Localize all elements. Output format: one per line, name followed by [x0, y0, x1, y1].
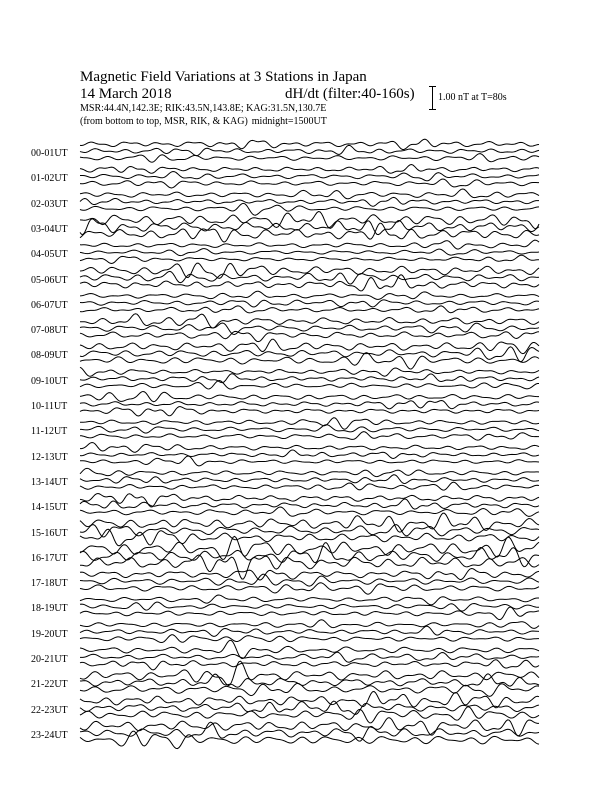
hour-label: 17-18UT [31, 578, 68, 590]
hour-label: 19-20UT [31, 628, 68, 640]
hour-label: 22-23UT [31, 704, 68, 716]
trace-08-09UT-msr [80, 353, 539, 369]
trace-11-12UT-msr [80, 432, 539, 440]
hour-label: 10-11UT [31, 401, 68, 412]
trace-07-08UT-kag [80, 314, 539, 328]
date-label: 14 March 2018 [80, 86, 172, 102]
hour-label: 20-21UT [31, 654, 68, 665]
trace-08-09UT-kag [80, 339, 539, 353]
trace-13-14UT-kag [80, 468, 539, 476]
stations-label: MSR:44.4N,142.3E; RIK:43.5N,143.8E; KAG:31.5N,130.7E [80, 103, 327, 114]
hour-label: 03-04UT [31, 223, 68, 235]
hour-label: 08-09UT [31, 350, 68, 362]
hour-label: 09-10UT [31, 375, 68, 387]
trace-03-04UT-msr [80, 223, 539, 242]
trace-09-10UT-msr [80, 381, 539, 389]
trace-08-09UT-rik [80, 347, 539, 362]
hour-label: 00-01UT [31, 148, 68, 159]
trace-05-06UT-msr [80, 275, 539, 291]
trace-17-18UT-rik [80, 574, 539, 586]
hour-label: 16-17UT [31, 552, 68, 564]
hour-label: 01-02UT [31, 173, 68, 185]
hour-label: 05-06UT [31, 274, 68, 286]
trace-03-04UT-kag [80, 212, 539, 229]
trace-00-01UT-rik [80, 145, 539, 155]
chart-title: Magnetic Field Variations at 3 Stations in Japan [80, 69, 367, 85]
trace-02-03UT-kag [80, 189, 539, 199]
trace-06-07UT-rik [80, 300, 539, 307]
trace-14-15UT-rik [80, 499, 539, 509]
measure-label: dH/dt (filter:40-160s) [285, 86, 415, 102]
trace-00-01UT-kag [80, 139, 539, 149]
hour-label: 15-16UT [31, 527, 68, 539]
trace-00-01UT-msr [80, 154, 539, 163]
trace-09-10UT-kag [80, 367, 539, 376]
trace-19-20UT-msr [80, 635, 539, 643]
hour-label: 12-13UT [31, 451, 68, 463]
trace-19-20UT-kag [80, 620, 539, 629]
trace-21-22UT-msr [80, 683, 539, 696]
trace-17-18UT-msr [80, 583, 539, 594]
trace-04-05UT-msr [80, 255, 539, 263]
hour-label: 02-03UT [31, 198, 68, 210]
hour-label: 04-05UT [31, 249, 68, 261]
hour-label: 13-14UT [31, 476, 68, 488]
notes-line [80, 116, 327, 127]
trace-19-20UT-rik [80, 626, 539, 636]
trace-20-21UT-rik [80, 652, 539, 662]
hour-label: 23-24UT [31, 729, 68, 741]
hour-label: 18-19UT [31, 603, 68, 615]
trace-09-10UT-rik [80, 374, 539, 383]
hour-label: 07-08UT [31, 325, 68, 337]
trace-07-08UT-msr [80, 331, 539, 341]
trace-14-15UT-msr [80, 507, 539, 516]
trace-10-11UT-kag [80, 391, 539, 401]
trace-12-13UT-kag [80, 442, 539, 452]
order-note: (from bottom to top, MSR, RIK, & KAG) [80, 116, 248, 127]
trace-12-13UT-rik [80, 450, 539, 458]
trace-06-07UT-msr [80, 306, 539, 313]
midnight-note: midnight=1500UT [251, 116, 327, 127]
trace-10-11UT-msr [80, 407, 539, 416]
hour-label: 06-07UT [31, 299, 68, 311]
hour-label: 14-15UT [31, 502, 68, 514]
trace-06-07UT-kag [80, 291, 539, 299]
trace-01-02UT-msr [80, 179, 539, 188]
trace-01-02UT-kag [80, 165, 539, 174]
trace-16-17UT-rik [80, 543, 539, 567]
trace-23-24UT-msr [80, 731, 539, 748]
trace-15-16UT-rik [80, 525, 539, 537]
trace-04-05UT-kag [80, 240, 539, 249]
trace-02-03UT-rik [80, 197, 539, 206]
trace-22-23UT-kag [80, 691, 539, 707]
trace-12-13UT-msr [80, 456, 539, 466]
scale-label: 1.00 nT at T=80s [438, 92, 507, 103]
hour-label: 11-12UT [31, 426, 68, 438]
trace-11-12UT-kag [80, 418, 539, 429]
trace-05-06UT-kag [80, 263, 539, 278]
trace-18-19UT-kag [80, 595, 539, 605]
trace-02-03UT-msr [80, 203, 539, 215]
trace-11-12UT-rik [80, 425, 539, 433]
trace-04-05UT-rik [80, 249, 539, 256]
trace-23-24UT-kag [80, 718, 539, 736]
trace-01-02UT-rik [80, 172, 539, 181]
date-measure-line [80, 86, 415, 103]
scale-bar [429, 86, 436, 110]
trace-10-11UT-rik [80, 400, 539, 408]
hour-label: 21-22UT [31, 679, 68, 691]
trace-13-14UT-msr [80, 482, 539, 490]
trace-18-19UT-rik [80, 602, 539, 611]
trace-20-21UT-msr [80, 660, 539, 670]
trace-13-14UT-rik [80, 475, 539, 484]
